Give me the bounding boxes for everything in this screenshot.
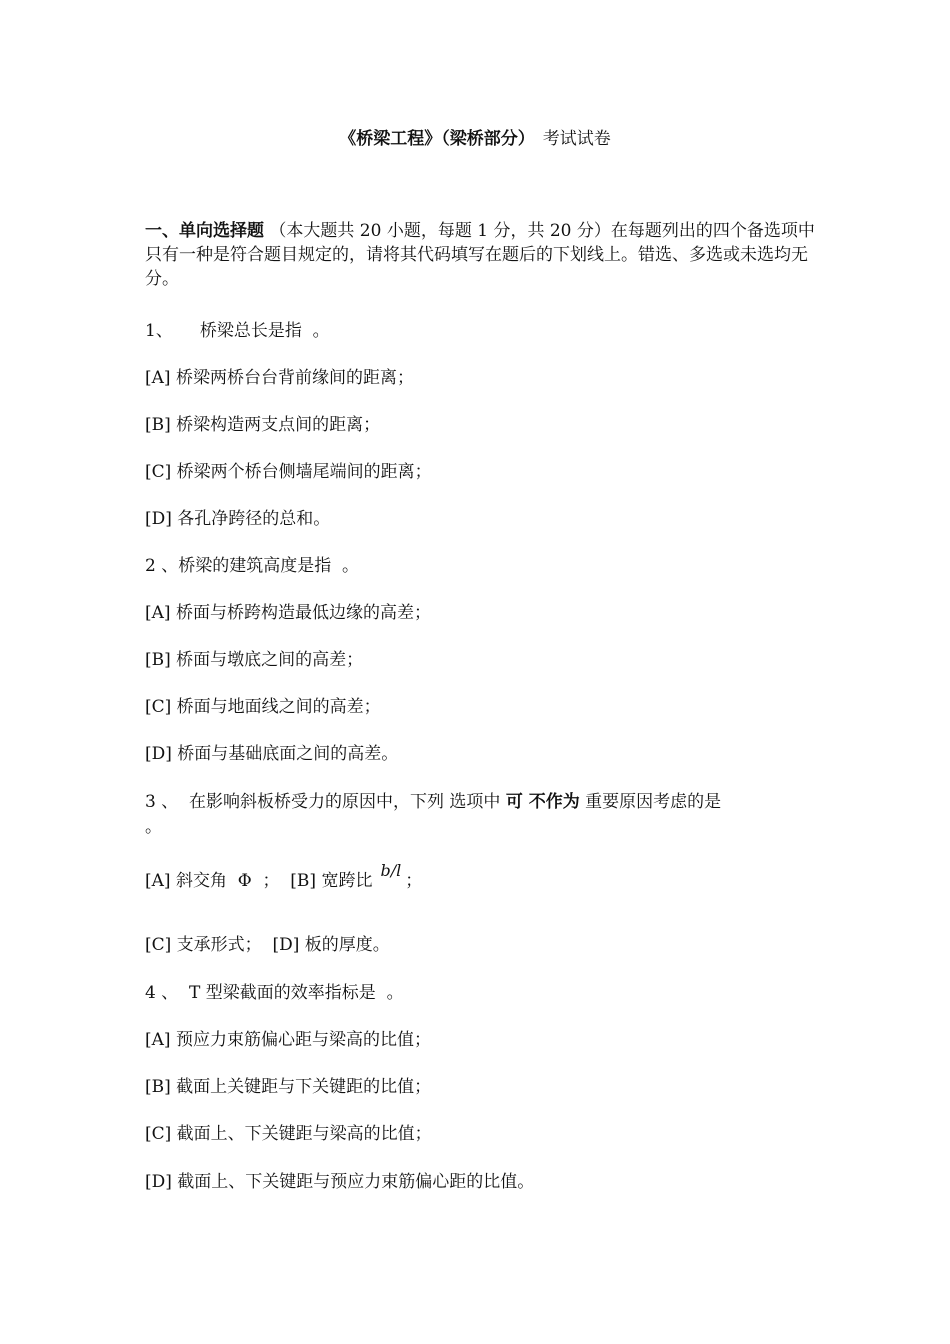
section-heading: 一、单向选择题 xyxy=(145,221,264,241)
q1-option-c: [C] 桥梁两个桥台侧墙尾端间的距离； xyxy=(145,462,432,482)
q1-stem: 1、 桥梁总长是指 。 xyxy=(145,321,330,341)
q2-stem: 2 、桥梁的建筑高度是指 。 xyxy=(145,556,360,576)
q4-stem: 4 、 T 型梁截面的效率指标是 。 xyxy=(145,983,404,1003)
q2-option-d: [D] 桥面与基础底面之间的高差。 xyxy=(145,744,399,764)
q3-ratio-formula: b/l xyxy=(380,861,402,880)
q3-option-ab-end: ； xyxy=(405,871,423,891)
title-rest: 考试试卷 xyxy=(542,129,611,149)
q4-option-b: [B] 截面上关键距与下关键距的比值； xyxy=(145,1077,432,1097)
q3-stem-end: 。 xyxy=(145,817,162,837)
q3-options-cd: [C] 支承形式； [D] 板的厚度。 xyxy=(145,935,390,955)
page-title xyxy=(0,126,950,152)
q4-option-c: [C] 截面上、下关键距与梁高的比值； xyxy=(145,1124,432,1144)
q1-option-d: [D] 各孔净跨径的总和。 xyxy=(145,509,331,529)
q2-option-c: [C] 桥面与地面线之间的高差； xyxy=(145,697,381,717)
q2-option-a: [A] 桥面与桥跨构造最低边缘的高差； xyxy=(145,603,431,623)
q3-stem xyxy=(145,790,815,814)
q2-option-b: [B] 桥面与墩底之间的高差； xyxy=(145,650,364,670)
q3-stem-post: 重要原因考虑的是 xyxy=(579,792,722,812)
title-bold: 《桥梁工程》（梁桥部分） xyxy=(339,129,535,149)
q3-stem-pre: 3 、 在影响斜板桥受力的原因中，下列 选项中 xyxy=(145,792,506,812)
q3-option-ab-text: [A] 斜交角 Φ ； [B] 宽跨比 xyxy=(145,871,373,891)
section-intro xyxy=(145,219,815,291)
q1-option-a: [A] 桥梁两桥台台背前缘间的距离； xyxy=(145,368,414,388)
q1-option-b: [B] 桥梁构造两支点间的距离； xyxy=(145,415,381,435)
section-description: （本大题共 20 小题，每题 1 分，共 20 分）在每题列出的四个备选项中只有一种是符合题目规定的，请将其代码填写在题后的下划线上。错选、多选或未选均无分。 xyxy=(145,221,815,289)
q4-option-a: [A] 预应力束筋偏心距与梁高的比值； xyxy=(145,1030,431,1050)
q4-option-d: [D] 截面上、下关键距与预应力束筋偏心距的比值。 xyxy=(145,1172,535,1192)
q3-options-ab xyxy=(145,861,815,893)
q3-stem-bold: 可 不作为 xyxy=(505,792,580,812)
